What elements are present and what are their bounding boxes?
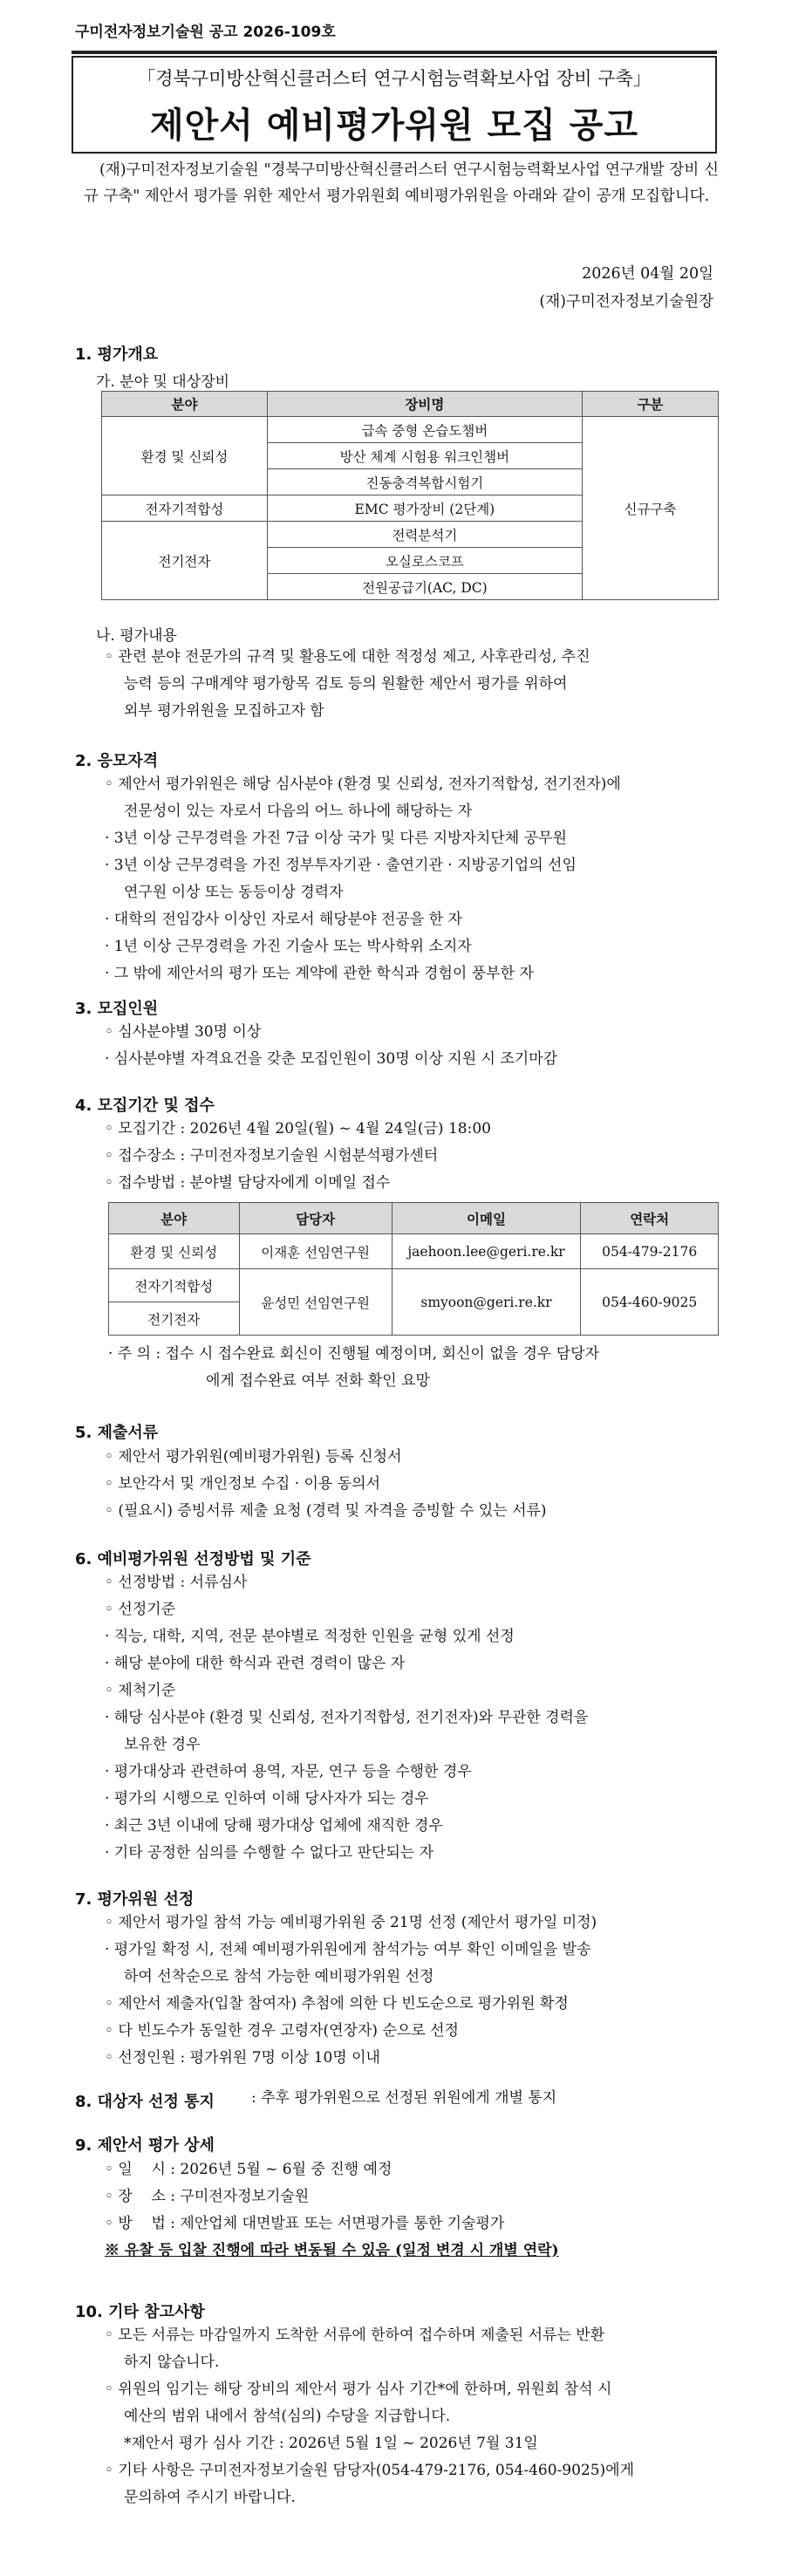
section-1-text: 외부 평가위원을 모집하고자 함 — [124, 702, 324, 720]
section-6-line: · 평가대상과 관련하여 용역, 자문, 연구 등을 수행한 경우 — [105, 1763, 472, 1780]
section-10-line: 문의하여 주시기 바랍니다. — [124, 2489, 296, 2506]
equipment-item: 오실로스코프 — [267, 548, 582, 574]
equipment-field: 전기전자 — [102, 522, 268, 600]
notice-number: 구미전자정보기술원 공고 2026-109호 — [75, 24, 336, 41]
section-7-line: 하여 선착순으로 참석 가능한 예비평가위원 선정 — [124, 1968, 434, 1985]
contact-person: 윤성민 선임연구원 — [239, 1269, 392, 1336]
section-7-line: ◦ 다 빈도수가 동일한 경우 고령자(연장자) 순으로 선정 — [105, 2022, 459, 2040]
contact-table — [108, 1202, 719, 1336]
section-6-line: · 평가의 시행으로 인하여 이해 당사자가 되는 경우 — [105, 1790, 429, 1807]
contact-field: 전자기적합성 — [109, 1269, 240, 1302]
title-subtitle: 「경북구미방산혁신클러스터 연구시험능력확보사업 장비 구축」 — [137, 68, 652, 89]
section-5-title: 5. 제출서류 — [75, 1424, 159, 1442]
equipment-item: 전원공급기(AC, DC) — [267, 574, 582, 600]
equipment-table — [101, 391, 719, 600]
section-6-line: · 해당 분야에 대한 학식과 관련 경력이 많은 자 — [105, 1655, 406, 1672]
section-4-note: 에게 접수완료 여부 전화 확인 요망 — [206, 1372, 430, 1390]
section-7-line: ◦ 선정인원 : 평가위원 7명 이상 10명 이내 — [105, 2049, 380, 2067]
equipment-item: 급속 중형 온습도챔버 — [267, 417, 582, 443]
section-10-line: *제안서 평가 심사 기간 : 2026년 5월 1일 ~ 2026년 7월 31일 — [124, 2435, 538, 2452]
section-4-title: 4. 모집기간 및 접수 — [75, 1097, 215, 1115]
contact-email[interactable]: smyoon@geri.re.kr — [392, 1269, 581, 1336]
contact-field: 환경 및 신뢰성 — [109, 1234, 240, 1269]
notice-date: 2026년 04월 20일 — [582, 265, 713, 283]
section-4-line: ◦ 모집기간 : 2026년 4월 20일(월) ~ 4월 24일(금) 18:00 — [105, 1120, 491, 1138]
section-2-line: · 3년 이상 근무경력을 가진 7급 이상 국가 및 다른 지방자치단체 공무원 — [105, 830, 567, 847]
contact-phone: 054-479-2176 — [581, 1234, 719, 1269]
section-4-line: ◦ 접수방법 : 분야별 담당자에게 이메일 접수 — [105, 1174, 391, 1192]
equipment-category: 신규구축 — [582, 417, 718, 600]
section-6-line: · 해당 심사분야 (환경 및 신뢰성, 전자기적합성, 전기전자)와 무관한 경력을 — [105, 1709, 589, 1726]
section-1-text: ◦ 관련 분야 전문가의 규격 및 활용도에 대한 적정성 제고, 사후관리성, 추진 — [105, 648, 590, 666]
section-6-line: ◦ 선정방법 : 서류심사 — [105, 1574, 248, 1591]
equipment-field: 환경 및 신뢰성 — [102, 417, 268, 495]
section-6-line: · 직능, 대학, 지역, 전문 분야별로 적정한 인원을 균형 있게 선정 — [105, 1628, 515, 1645]
section-7-line: ◦ 제안서 제출자(입찰 참여자) 추첨에 의한 다 빈도순으로 평가위원 확정 — [105, 1995, 569, 2012]
section-4-note: · 주 의 : 접수 시 접수완료 회신이 진행될 예정이며, 회신이 없을 경우 담당자 — [108, 1345, 600, 1363]
section-2-line: · 그 밖에 제안서의 평가 또는 계약에 관한 학식과 경험이 풍부한 자 — [105, 965, 534, 982]
section-7-line: · 평가일 확정 시, 전체 예비평가위원에게 참석가능 여부 확인 이메일을 발송 — [105, 1941, 591, 1958]
section-6-line: 보유한 경우 — [124, 1736, 201, 1753]
contact-email[interactable]: jaehoon.lee@geri.re.kr — [392, 1234, 581, 1269]
section-10-line: 예산의 범위 내에서 참석(심의) 수당을 지급합니다. — [124, 2408, 451, 2425]
equipment-field: 전자기적합성 — [102, 495, 268, 522]
intro-paragraph — [84, 157, 719, 209]
section-6-line: ◦ 제척기준 — [105, 1682, 176, 1699]
section-9-line: ◦ 장 소 : 구미전자정보기술원 — [105, 2188, 310, 2205]
section-8-text: : 추후 평가위원으로 선정된 위원에게 개별 통지 — [251, 2089, 557, 2107]
section-6-line: · 최근 3년 이내에 당해 평가대상 업체에 재직한 경우 — [105, 1817, 443, 1835]
equipment-item: 방산 체계 시험용 워크인챔버 — [267, 443, 582, 469]
title-box — [72, 56, 717, 154]
section-3-line: ◦ 심사분야별 30명 이상 — [105, 1023, 262, 1041]
section-2-line: ◦ 제안서 평가위원은 해당 심사분야 (환경 및 신뢰성, 전자기적합성, 전기전자)에 — [105, 776, 621, 793]
contact-header-email: 이메일 — [392, 1203, 581, 1234]
equipment-header-name: 장비명 — [267, 392, 582, 417]
section-2-line: 연구원 이상 또는 동등이상 경력자 — [124, 884, 344, 901]
section-10-line: ◦ 기타 사항은 구미전자정보기술원 담당자(054-479-2176, 054-460-9025)에게 — [105, 2462, 635, 2479]
section-7-line: ◦ 제안서 평가일 참석 가능 예비평가위원 중 21명 선정 (제안서 평가일 미정) — [105, 1914, 597, 1931]
equipment-header-field: 분야 — [102, 392, 268, 417]
section-1-title: 1. 평가개요 — [75, 345, 159, 364]
section-10-line: ◦ 모든 서류는 마감일까지 도착한 서류에 한하여 접수하며 제출된 서류는 반환 — [105, 2327, 605, 2344]
contact-header-phone: 연락처 — [581, 1203, 719, 1234]
contact-field: 전기전자 — [109, 1302, 240, 1336]
section-7-title: 7. 평가위원 선정 — [75, 1890, 195, 1909]
section-10-title: 10. 기타 참고사항 — [75, 2303, 205, 2321]
equipment-header-category: 구분 — [582, 392, 718, 417]
section-9-title: 9. 제안서 평가 상세 — [75, 2136, 215, 2155]
page-title: 제안서 예비평가위원 모집 공고 — [149, 106, 639, 146]
contact-header-person: 담당자 — [239, 1203, 392, 1234]
section-6-line: ◦ 선정기준 — [105, 1601, 176, 1618]
section-6-title: 6. 예비평가위원 선정방법 및 기준 — [75, 1550, 311, 1568]
section-5-line: ◦ (필요시) 증빙서류 제출 요청 (경력 및 자격을 증빙할 수 있는 서류) — [105, 1502, 547, 1520]
section-8-title: 8. 대상자 선정 통지 — [75, 2093, 215, 2111]
section-1-sub-a: 가. 분야 및 대상장비 — [96, 373, 229, 391]
section-5-line: ◦ 보안각서 및 개인정보 수집 · 이용 동의서 — [105, 1475, 381, 1493]
contact-phone: 054-460-9025 — [581, 1269, 719, 1336]
section-3-line: · 심사분야별 자격요건을 갖춘 모집인원이 30명 이상 지원 시 조기마감 — [105, 1050, 558, 1068]
section-1-text: 능력 등의 구매계약 평가항목 검토 등의 원활한 제안서 평가를 위하여 — [124, 675, 568, 693]
section-3-title: 3. 모집인원 — [75, 1000, 159, 1018]
section-1-sub-b: 나. 평가내용 — [96, 627, 177, 645]
section-6-line: · 기타 공정한 심의를 수행할 수 없다고 판단되는 자 — [105, 1844, 434, 1862]
contact-person: 이재훈 선임연구원 — [239, 1234, 392, 1269]
equipment-item: EMC 평가장비 (2단계) — [267, 495, 582, 522]
equipment-item: 진동충격복합시험기 — [267, 469, 582, 495]
section-9-line: ◦ 일 시 : 2026년 5월 ~ 6월 중 진행 예정 — [105, 2161, 392, 2178]
section-2-title: 2. 응모자격 — [75, 752, 159, 770]
intro-text: (재)구미전자정보기술원 "경북구미방산혁신클러스터 연구시험능력확보사업 연구개발 장비 신규 구축" 제안서 평가를 위한 제안서 평가위원회 예비평가위원을 아래와 같이 공개 모집합니다. — [84, 161, 719, 205]
section-2-line: · 3년 이상 근무경력을 가진 정부투자기관 · 출연기관 · 지방공기업의 선임 — [105, 857, 577, 874]
section-2-line: 전문성이 있는 자로서 다음의 어느 하나에 해당하는 자 — [124, 803, 473, 820]
section-4-line: ◦ 접수장소 : 구미전자정보기술원 시험분석평가센터 — [105, 1147, 439, 1165]
section-9-line: ◦ 방 법 : 제안업체 대면발표 또는 서면평가를 통한 기술평가 — [105, 2215, 505, 2232]
section-2-line: · 1년 이상 근무경력을 가진 기술사 또는 박사학위 소지자 — [105, 938, 472, 955]
section-9-warning: ※ 유찰 등 입찰 진행에 따라 변동될 수 있음 (일정 변경 시 개별 연락) — [105, 2242, 559, 2259]
section-2-line: · 대학의 전임강사 이상인 자로서 해당분야 전공을 한 자 — [105, 911, 462, 928]
equipment-item: 전력분석기 — [267, 522, 582, 548]
section-10-line: ◦ 위원의 임기는 해당 장비의 제안서 평가 심사 기간*에 한하며, 위원회 참석 시 — [105, 2381, 612, 2398]
section-10-line: 하지 않습니다. — [124, 2354, 220, 2371]
date-block — [539, 260, 713, 316]
contact-header-field: 분야 — [109, 1203, 240, 1234]
issuing-organization: (재)구미전자정보기술원장 — [539, 293, 713, 311]
section-5-line: ◦ 제안서 평가위원(예비평가위원) 등록 신청서 — [105, 1448, 402, 1466]
